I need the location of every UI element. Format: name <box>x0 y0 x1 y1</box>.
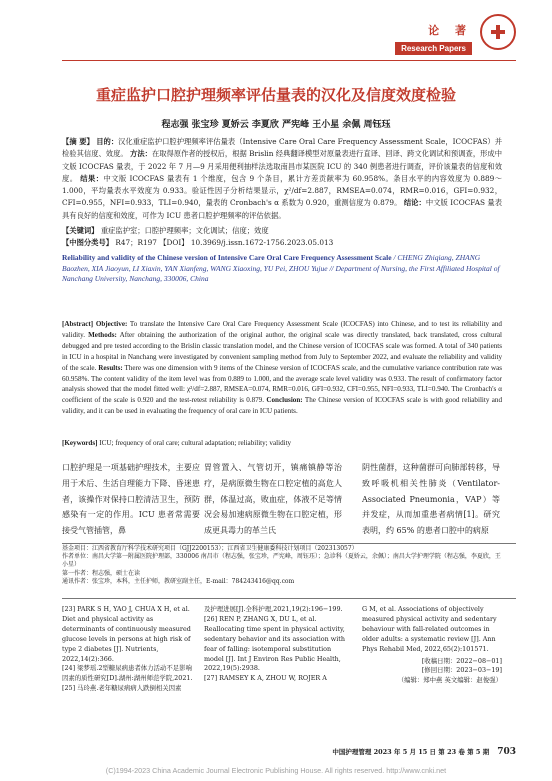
journal-issue: 中国护理管理 2023 年 5 月 15 日 第 23 卷 第 5 期 <box>332 748 490 756</box>
section-label-en: Research Papers <box>395 42 472 55</box>
article-title: 重症监护口腔护理频率评估量表的汉化及信度效度检验 <box>95 86 456 104</box>
body-column-1: 口腔护理是一项基础护理技术，主要应用于术后、生活自理能力下降、昏迷患者，该操作对保持口腔清洁卫生，预防感染有一定的作用。ICU 患者常需要接受气管插管，鼻 <box>62 463 200 536</box>
references-column-2 <box>204 605 346 684</box>
editors: （编辑：郑中燕 英文编辑：赵俊强） <box>397 676 502 685</box>
chinese-keywords <box>62 225 502 236</box>
conclusion-text: 中文版 ICOCFAS 量表具有良好的信度和效度，可作为 ICU 患者口腔护理频率的评估依据。 <box>62 198 502 220</box>
references-column-3 <box>362 605 502 686</box>
methods-label: 方法： <box>130 149 152 159</box>
reference-item: [27] RAMSEY K A, ZHOU W, ROJER A <box>204 674 327 683</box>
reference-item: [25] 马玲燕.老年糖尿病病人跌倒相关因素 <box>62 684 182 693</box>
classification-label: 【中图分类号】 <box>62 238 114 247</box>
references-divider <box>62 598 516 599</box>
methods-text: 在取得原作者的授权后，根据 Brislin 经典翻译模型对原量表进行直译、回译、跨文化调试和预调查，形成中文版 ICOCFAS 量表，于 2022 年 7 月—9 月采用便利抽样法选取南昌市某医院 ICU 的 340 例患者进行调查，评价该量表的信度和效度。 <box>62 149 503 183</box>
header-divider <box>62 60 516 61</box>
journal-logo <box>480 14 516 50</box>
body-column-3: 阴性菌群，这种菌群可向肺部转移，导致呼吸机相关性肺炎（Ventilator-Associated Pneumonia，VAP）等并发症，从而加重患者病情[1]。研究表明，约 65% 的患者口腔中的病原 <box>362 463 500 536</box>
footnote-divider <box>62 543 516 544</box>
english-abstract <box>62 319 502 417</box>
received-date: [收稿日期：2022−08−01] <box>421 656 502 665</box>
en-conclusion-label: Conclusion: <box>266 396 303 405</box>
en-abstract-label: [Abstract] <box>62 320 94 328</box>
objective-label: 目的： <box>96 137 119 146</box>
footnote <box>62 545 502 586</box>
section-label-zh: 论 著 <box>428 24 472 37</box>
en-results-text: There was one dimension with 9 items of the Chinese version of ICOCFAS scale, and the cumulative variance contribution rate was 60.958%. The content validity of the item level was from 0.889 to 1.000, and the average scale level validity was 0.933. The result of confirmatory factor analysis showed that the model fitted well: χ²/df=2.887, RMSEA=0.074, RMR=0.016, GFI=0.932, CFI=0.955, NFI=0.933, TLI=0.940. The Cronbach's α coefficient of the scale is 0.920 and the test-retest reliability is 0.879. <box>62 363 503 405</box>
english-keywords <box>62 438 502 449</box>
fund-note: 基金项目：江西省教育厅科学技术研究项目（GJJ2200153）；江西省卫生健康委科技计划项目（202313057） <box>62 545 358 552</box>
conclusion-label: 结论： <box>403 198 426 208</box>
en-keywords-label: [Keywords] <box>62 439 98 447</box>
reference-item: [24] 梁梦瑶.2型糖尿病患者体力活动不足影响因素的质性研究[D].湖州:湖州师范学院,2021. <box>62 664 193 683</box>
chinese-abstract <box>62 136 502 222</box>
objective-text: 汉化重症监护口腔护理频率评估量表（Intensive Care Oral Care Frequency Assessment Scale，ICOCFAS）并检验其信度、效度。 <box>62 137 502 159</box>
corresponding-author-note: 通讯作者：张宝珍，本科，主任护师，教研室副主任，E-mail：784243416@qq.com <box>62 577 295 585</box>
en-keywords-text: ICU; frequency of oral care; cultural adaptation; reliability; validity <box>99 439 292 447</box>
english-title-text: Reliability and validity of the Chinese version of Intensive Care Oral Care Frequency Assessment Scale <box>62 253 392 262</box>
reference-item: G M, et al. Associations of objectively measured physical activity and sedentary behaviour with fall-related outcomes in older adults: a systematic review [J]. Ann Phys Rehabil Med, 2022,65(2):101571. <box>362 605 497 653</box>
en-results-label: Results: <box>98 363 123 372</box>
author-list: 程志强 张宝珍 夏娇云 李夏欣 严宪峰 王小星 余佩 周钰珏 <box>161 120 391 130</box>
classification-text: R47；R197 【DOI】 10.3969/j.issn.1672-1756.2023.05.013 <box>115 238 334 247</box>
reference-item: 及护理进展[J].全科护理,2021,19(2):196−199. <box>204 605 343 613</box>
references-column-1 <box>62 605 194 694</box>
results-text: 中文版 ICOCFAS 量表有 1 个维度，包含 9 个条目，累计方差贡献率为 60.958%。条目水平的内容效度为 0.889～1.000，平均量表水平效度为 0.933。验证性因子分析结果显示，χ²/df=2.887，RMSEA=0.074，RMR=0.016，GFI=0.932，CFI=0.955，NFI=0.933，TLI=0.940，量表的 Cronbach's α 系数为 0.920，重测信度为 0.879。 <box>62 173 502 208</box>
en-conclusion-text: The Chinese version of ICOCFAS scale is with good reliability and validity, and it can be used in evaluating the frequency of oral care in ICU patients. <box>62 396 503 416</box>
en-objective-label: Objective: <box>95 320 128 328</box>
copyright-notice: (C)1994-2023 China Academic Journal Electronic Publishing House. All rights reserved. http://www.cnki.net <box>105 766 447 775</box>
english-authors: / CHENG Zhiqiang, ZHANG Baozhen, XIA Jiaoyun, LI Xiaxin, YAN Xianfeng, WANG Xiaoxing, YU Pei, ZHOU Yujue // Department of Nursing, the First Affiliated Hospital of Nanchang University, Nanchang, 330006, China <box>62 253 500 284</box>
red-cross-icon <box>491 25 505 39</box>
revised-date: [修回日期：2023−03−19] <box>421 666 502 675</box>
page-number: 703 <box>497 747 516 757</box>
page-footer <box>332 747 516 757</box>
first-author-note: 第一作者：程志强，硕士在读 <box>62 569 141 577</box>
en-methods-text: After obtaining the authorization of the original author, the original scale was directly translated, back translated, cross cultural debugged and pre tested according to the Brislin classic translation model, and the Chinese version of ICOCFAS scale was formed. A total of 340 patients in ICU in a hospital in Nanchang were investigated by convenient sampling method from July to September 2022, and evaluate the reliability and validity of the scale. <box>62 330 502 372</box>
body-column-2: 胃管置入、气管切开，镇痛镇静等治疗，是病原微生物在口腔定植的高危人群，体温过高，败血症，体液不足等情况会易加速病原微生物在口腔定植，形成更具毒力的革兰氏 <box>204 463 342 536</box>
reference-item: [26] REN P, ZHANG X, DU L, et al. Reallocating time spent in physical activity, sedentary behavior and its association with fear of falling: isotemporal substitution model [J]. Int J Environ Res Public Health, 2022,19(5):2938. <box>204 614 345 673</box>
keywords-label: 【关键词】 <box>62 226 99 235</box>
english-title <box>62 253 502 285</box>
results-label: 结果： <box>80 173 104 183</box>
en-objective-text: To translate the Intensive Care Oral Care Frequency Assessment Scale (ICOCFAS) into Chinese, and to test its reliability and validity. <box>62 320 502 339</box>
en-methods-label: Methods: <box>88 330 117 339</box>
keywords-text: 重症监护室；口腔护理频率；文化调试；信度；效度 <box>100 226 269 235</box>
unit-note: 作者单位：南昌大学第一附属医院护理部，330006 南昌市（程志强，张宝珍，严宪峰，周钰珏）；急诊科（夏娇云，余佩）；南昌大学护理学院（程志强，李夏欣，王小星） <box>62 553 501 569</box>
reference-item: [23] PARK S H, YAO J, CHUA X H, et al. Diet and physical activity as determinants of continuously measured glucose levels in persons at high risk of type 2 diabetes [J]. Nutrients, 2022,14(2):366. <box>62 605 191 663</box>
abstract-label: 【摘 要】 <box>62 137 94 146</box>
classification <box>62 237 502 248</box>
